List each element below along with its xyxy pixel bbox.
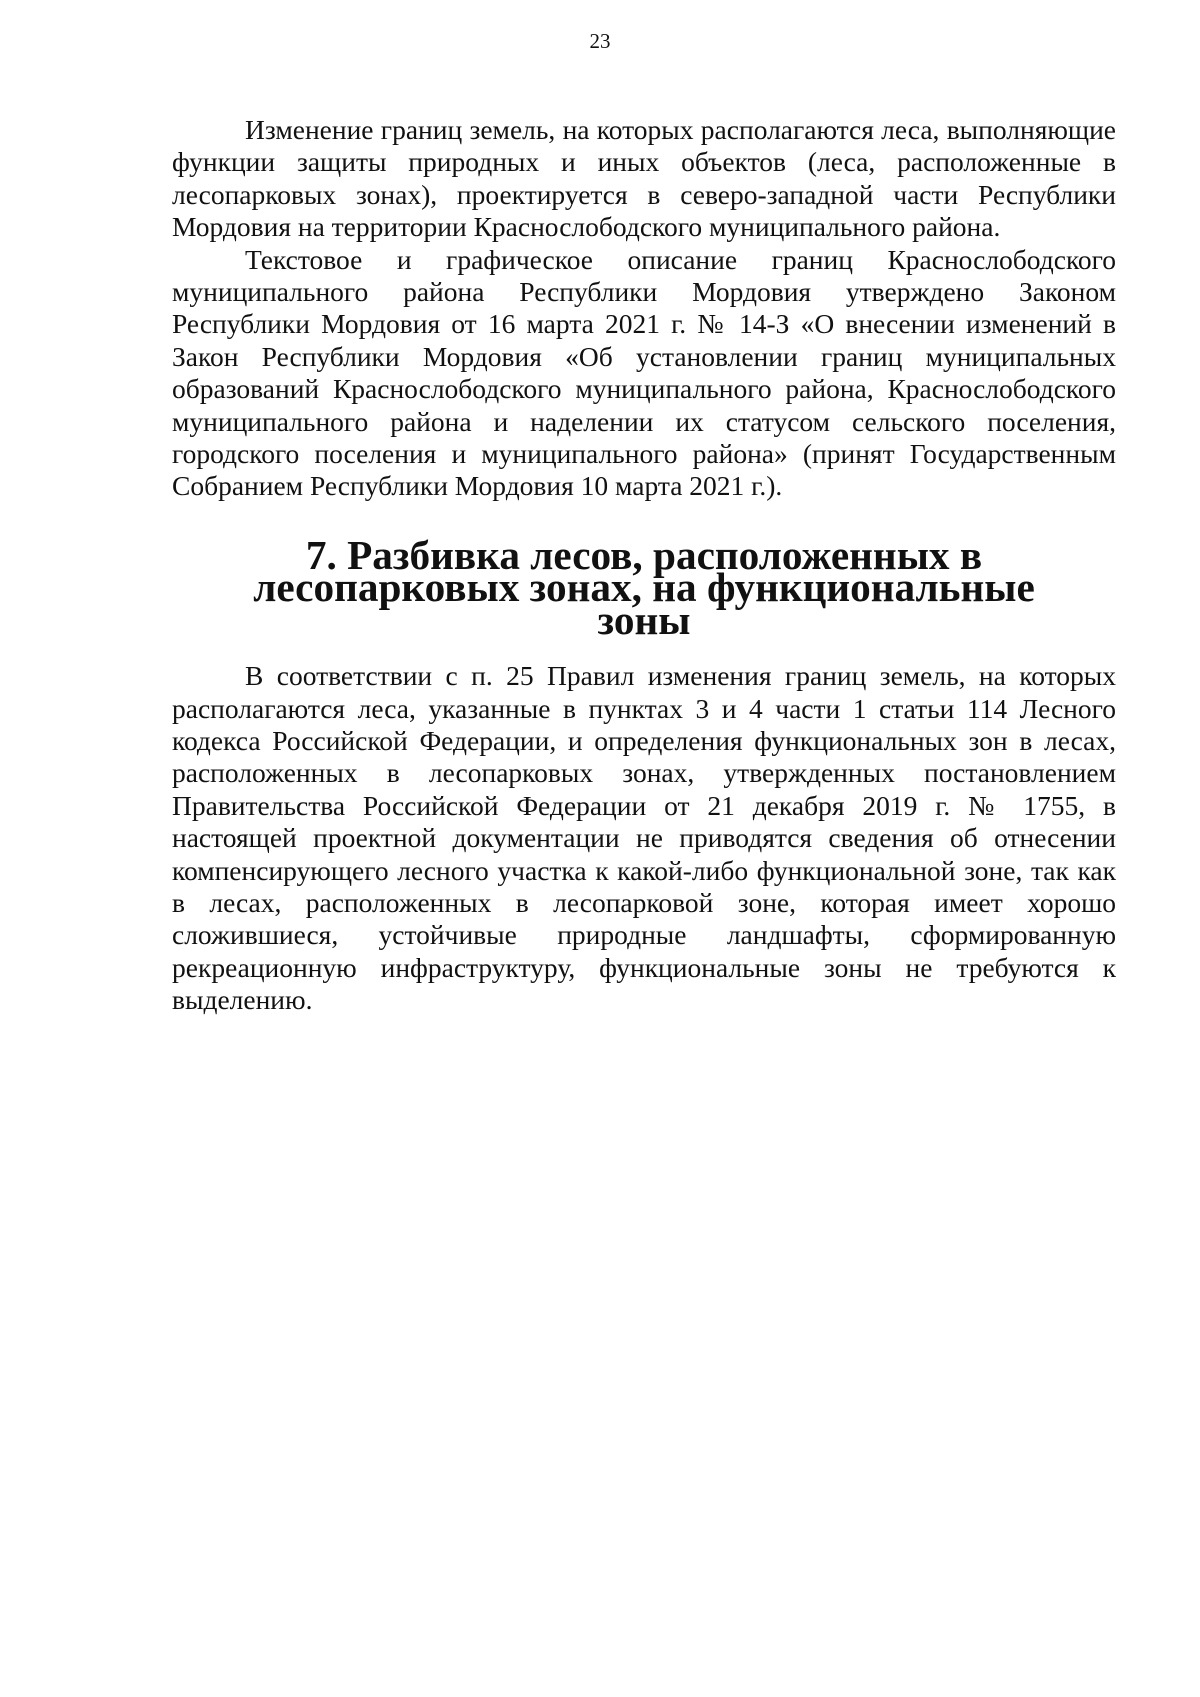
- page-content: [172, 114, 1116, 1017]
- section-7-heading: 7. Разбивка лесов, расположенных в лесопарковых зонах, на функциональные зоны: [253, 531, 1035, 643]
- paragraph-boundary-description: Текстовое и графическое описание границ Краснослободского муниципального района Республики Мордовия утверждено Законом Республики Мордовия от 16 марта 2021 г. № 14-З «О внесении изменений в Закон Республики Мордовия «Об установлении границ муниципальных образований Краснослободского муниципального района, Краснослободского муниципального района и наделении их статусом сельского поселения, городского поселения и муниципального района» (принят Государственным Собранием Республики Мордовия 10 марта 2021 г.).: [172, 243, 1116, 502]
- paragraph-functional-zones: В соответствии с п. 25 Правил изменения границ земель, на которых располагаются леса, указанные в пунктах 3 и 4 части 1 статьи 114 Лесного кодекса Российской Федерации, и определения функциональных зон в лесах, расположенных в лесопарковых зонах, утвержденных постановлением Правительства Российской Федерации от 21 декабря 2019 г. № 1755, в настоящей проектной документации не приводятся сведения об отнесении компенсирующего лесного участка к какой-либо функциональной зоне, так как в лесах, расположенных в лесопарковой зоне, которая имеет хорошо сложившиеся, устойчивые природные ландшафты, сформированную рекреационную инфраструктуру, функциональные зоны не требуются к выделению.: [172, 660, 1116, 1016]
- page-number: 23: [589, 29, 611, 53]
- paragraph-boundary-change: Изменение границ земель, на которых располагаются леса, выполняющие функции защиты природных и иных объектов (леса, расположенные в лесопарковых зонах), проектируется в северо-западной части Республики Мордовия на территории Краснослободского муниципального района.: [172, 114, 1116, 243]
